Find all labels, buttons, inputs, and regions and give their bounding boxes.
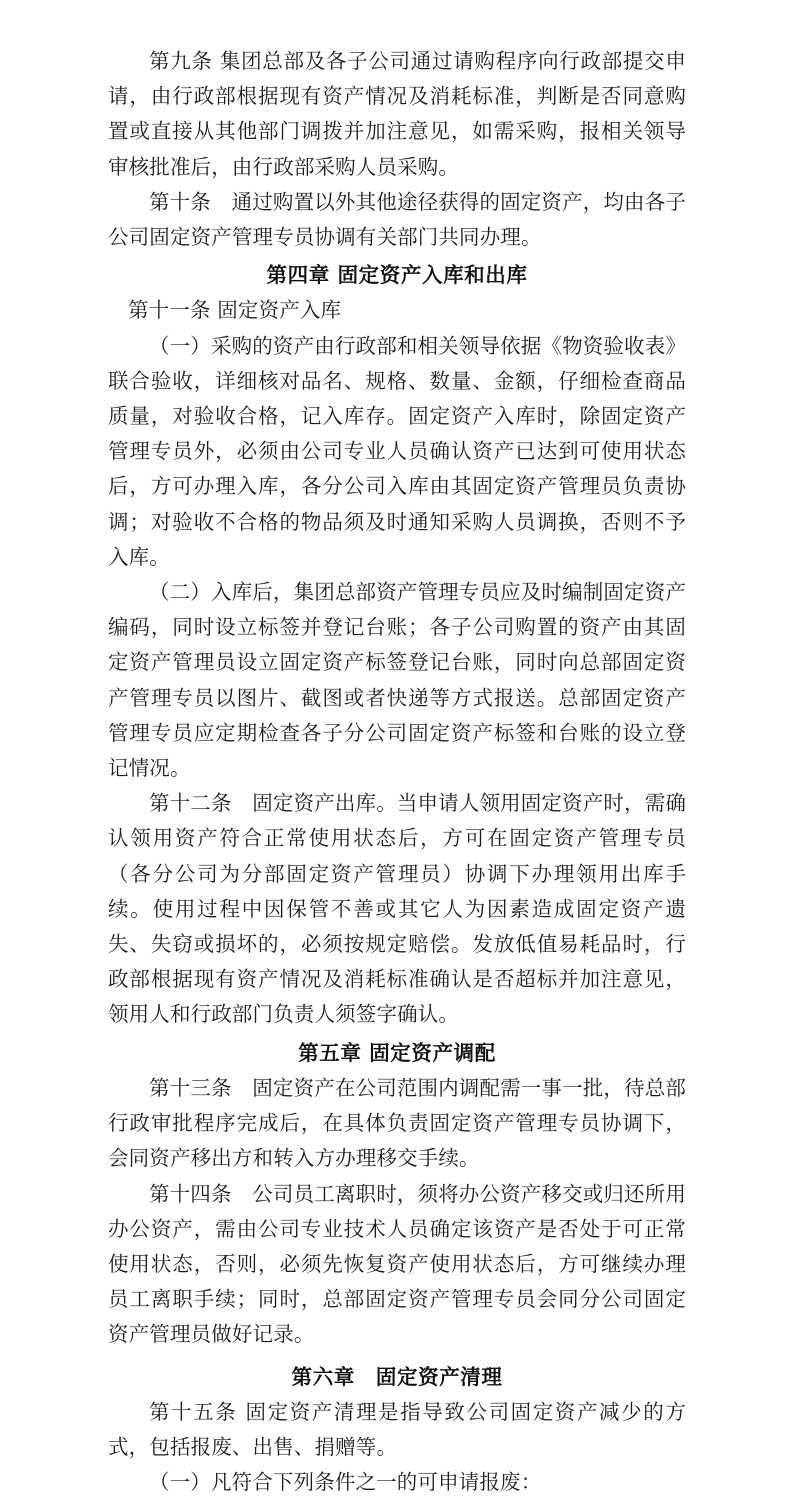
paragraph-item-1-2: （二）入库后，集团总部资产管理专员应及时编制固定资产编码，同时设立标签并登记台账；各子公司购置的资产由其固定资产管理员设立固定资产标签登记台账，同时向总部固定资产管理专员以图片、截图或者快递等方式报送。总部固定资产管理专员应定期检查各子分公司固定资产标签和台账的设立登记情况。 [108,580,686,781]
chapter-heading-4: 第四章 固定资产入库和出库 [266,263,528,288]
paragraph-item-1-1: （一）采购的资产由行政部和相关领导依据《物资验收表》联合验收，详细核对品名、规格、数量、金额，仔细检查商品质量，对验收合格，记入库存。固定资产入库时，除固定资产管理专员外，必须由公司专业人员确认资产已达到可使用状态后，方可办理入库，各分公司入库由其固定资产管理员负责协调；对验收不合格的物品须及时通知采购人员调换，否则不予入库。 [108,333,686,569]
paragraph-article-12: 第十二条 固定资产出库。当申请人领用固定资产时，需确认领用资产符合正常使用状态后，方可在固定资产管理专员（各分公司为分部固定资产管理员）协调下办理领用出库手续。使用过程中因保管不善或其它人为因素造成固定资产遗失、失窃或损坏的，必须按规定赔偿。发放低值易耗品时，行政部根据现有资产情况及消耗标准确认是否超标并加注意见，领用人和行政部门负责人须签字确认。 [108,791,686,1027]
document-text-body [108,44,686,1500]
paragraph-article-14: 第十四条 公司员工离职时，须将办公资产移交或归还所用办公资产，需由公司专业技术人员确定该资产是否处于可正常使用状态，否则，必须先恢复资产使用状态后，方可继续办理员工离职手续；同时，总部固定资产管理专员会同分公司固定资产管理员做好记录。 [108,1181,686,1347]
paragraph-item-6-1: （一）凡符合下列条件之一的可申请报废： [149,1470,542,1495]
paragraph-article-15: 第十五条 固定资产清理是指导致公司固定资产减少的方式，包括报废、出售、捐赠等。 [108,1399,686,1459]
paragraph-article-13: 第十三条 固定资产在公司范围内调配需一事一批，待总部行政审批程序完成后，在具体负责固定资产管理专员协调下，会同资产移出方和转入方办理移交手续。 [108,1075,686,1171]
paragraph-article-10: 第十条 通过购置以外其他途径获得的固定资产，均由各子公司固定资产管理专员协调有关部门共同办理。 [108,189,686,250]
chapter-heading-6: 第六章 固定资产清理 [291,1364,503,1389]
chapter-heading-5: 第五章 固定资产调配 [298,1040,496,1065]
article-heading-11: 第十一条 固定资产入库 [128,298,342,323]
paragraph-article-9: 第九条 集团总部及各子公司通过请购程序向行政部提交申请，由行政部根据现有资产情况及消耗标准，判断是否同意购置或直接从其他部门调拨并加注意见，如需采购，报相关领导审核批准后，由行政部采购人员采购。 [108,49,686,179]
